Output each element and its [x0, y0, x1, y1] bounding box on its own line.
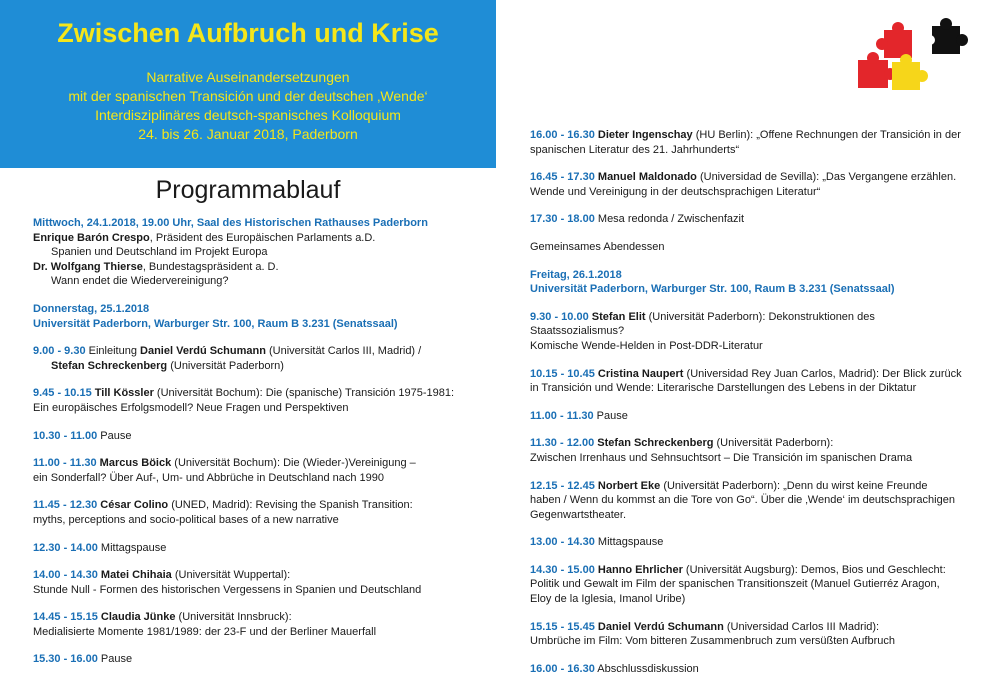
entry-text: Mesa redonda / Zwischenfazit — [594, 213, 745, 226]
entry-text: (Universität Paderborn): Dekonstruktionen des Staatssozialismus? — [530, 310, 875, 338]
speaker-name: Manuel Maldonado — [594, 171, 697, 184]
day-thursday — [33, 302, 483, 331]
speaker-name: Cristina Naupert — [594, 367, 684, 380]
speaker-name: Till Kössler — [91, 387, 154, 400]
black-puzzle-piece — [925, 18, 968, 54]
entry-text: (Universität Carlos III, Madrid) / — [265, 345, 422, 358]
day-heading: Freitag, 26.1.2018 — [530, 268, 622, 281]
yellow-puzzle-piece — [892, 54, 928, 90]
program-entry — [530, 240, 970, 255]
entry-text: Mittagspause — [97, 541, 167, 554]
entry-time: 15.15 - 15.45 — [530, 620, 595, 633]
entry-time: 12.30 - 14.00 — [33, 541, 98, 554]
talk-topic: Wann endet die Wiedervereinigung? — [51, 275, 229, 288]
speaker-line — [33, 231, 483, 246]
program-entry — [530, 128, 970, 157]
entry-text: Wende und Vereinigung in der deutschsprachigen Literatur“ — [530, 185, 821, 198]
entry-text: Komische Wende-Helden in Post-DDR-Literatur — [530, 339, 763, 352]
entry-time: 16.45 - 17.30 — [530, 171, 595, 184]
entry-text: Pause — [97, 429, 132, 442]
entry-time: 9.30 - 10.00 — [530, 310, 589, 323]
entry-text: (Universität Paderborn): — [713, 437, 834, 450]
entry-text: Umbrüche im Film: Vom bitteren Zusammenbruch zum versüßten Aufbruch — [530, 635, 895, 648]
entry-time: 9.45 - 10.15 — [33, 387, 92, 400]
entry-text: haben / Wenn du kommst an die Tore von Go“. Über die ‚Wende‘ im deutschsprachigen — [530, 494, 955, 507]
speaker-name: Daniel Verdú Schumann — [594, 620, 724, 633]
event-subtitle — [0, 68, 496, 144]
program-entry — [33, 456, 483, 485]
program-entry — [33, 652, 483, 667]
program-entry — [530, 620, 970, 649]
entry-text: (Universität Bochum): Die (spanische) Transición 1975-1981: — [153, 387, 455, 400]
program-entry — [33, 541, 483, 556]
entry-text: (Universität Augsburg): Demos, Bios und Geschlecht: — [682, 563, 946, 576]
event-title: Zwischen Aufbruch und Krise — [57, 18, 439, 48]
program-entry — [530, 170, 970, 199]
program-entry — [530, 563, 970, 607]
program-entry — [33, 610, 483, 639]
entry-time: 11.30 - 12.00 — [530, 437, 595, 450]
entry-text: spanischen Literatur des 21. Jahrhunderts“ — [530, 143, 740, 156]
entry-time: 13.00 - 14.30 — [530, 536, 595, 549]
program-left-column — [33, 216, 483, 680]
day-heading: Mittwoch, 24.1.2018, 19.00 Uhr, Saal des Historischen Rathauses Paderborn — [33, 217, 428, 229]
talk-topic: Spanien und Deutschland im Projekt Europa — [51, 246, 268, 259]
entry-time: 14.45 - 15.15 — [33, 611, 98, 624]
program-entry — [530, 212, 970, 227]
entry-time: 12.15 - 12.45 — [530, 479, 595, 492]
entry-text: (Universität Innsbruck): — [175, 611, 292, 624]
subtitle-line: Interdisziplinäres deutsch-spanisches Kolloquium — [95, 107, 401, 123]
entry-text: Gemeinsames Abendessen — [530, 240, 665, 253]
speaker-name: Dieter Ingenschay — [594, 129, 693, 141]
entry-text: Abschlussdiskussion — [594, 662, 699, 675]
speaker-name: César Colino — [97, 499, 169, 512]
day-wednesday — [33, 216, 483, 289]
entry-time: 10.30 - 11.00 — [33, 429, 98, 442]
program-entry — [530, 535, 970, 550]
entry-text: (Universität Wuppertal): — [171, 569, 291, 582]
program-entry — [530, 310, 970, 354]
entry-text: ein Sonderfall? Über Auf-, Um- und Abbrüche in Deutschland nach 1990 — [33, 471, 384, 484]
day-friday — [530, 268, 970, 297]
speaker-name: Stefan Elit — [588, 310, 646, 323]
entry-text: (Universidad Rey Juan Carlos, Madrid): Der Blick zurück — [683, 367, 962, 380]
program-entry — [33, 386, 483, 415]
entry-time: 16.00 - 16.30 — [530, 662, 595, 675]
entry-text: (Universidad Carlos III Madrid): — [723, 620, 880, 633]
red-puzzle-piece-2 — [876, 22, 912, 58]
entry-text: (Universität Paderborn) — [167, 359, 284, 372]
entry-text: Mittagspause — [594, 536, 664, 549]
entry-text: Pause — [97, 653, 133, 666]
entry-text: (UNED, Madrid): Revising the Spanish Transition: — [168, 499, 413, 512]
entry-text: (Universidad de Sevilla): „Das Vergangene erzählen. — [696, 171, 957, 184]
speaker-name: Enrique Barón Crespo — [33, 231, 150, 244]
entry-text: Stunde Null - Formen des historischen Vergessens in Spanien und Deutschland — [33, 583, 422, 596]
entry-time: 11.00 - 11.30 — [530, 409, 594, 422]
subtitle-line: mit der spanischen Transición und der deutschen ‚Wende‘ — [68, 88, 428, 104]
venue-heading: Universität Paderborn, Warburger Str. 100, Raum B 3.231 (Senatssaal) — [530, 283, 895, 296]
program-entry — [33, 498, 483, 527]
entry-time: 14.30 - 15.00 — [530, 563, 595, 576]
entry-text: Politik und Gewalt im Film der spanischen Transitionszeit (Manuel Gutierréz Aragon, — [530, 578, 940, 591]
program-title: Programmablauf — [155, 176, 341, 204]
puzzle-pieces-icon — [848, 18, 974, 98]
entry-text: (HU Berlin): „Offene Rechnungen der Transición in der — [692, 129, 961, 141]
entry-text: in Transición und Wende: Literarische Darstellungen des Lebens in der Diktatur — [530, 382, 917, 395]
program-entry — [33, 568, 483, 597]
speaker-name: Norbert Eke — [594, 479, 661, 492]
speaker-name: Marcus Böick — [96, 457, 172, 470]
entry-text: (Universität Paderborn): „Denn du wirst keine Freunde — [660, 479, 928, 492]
entry-text: Zwischen Irrenhaus und Sehnsuchtsort – Die Transición im spanischen Drama — [530, 451, 913, 464]
entry-time: 16.00 - 16.30 — [530, 129, 595, 141]
entry-text: myths, perceptions and socio-political bases of a new narrative — [33, 513, 339, 526]
entry-text: Medialisierte Momente 1981/1989: der 23-F und der Berliner Mauerfall — [33, 625, 377, 638]
speaker-line — [33, 260, 483, 275]
program-entry — [33, 344, 483, 373]
entry-text: Ein europäisches Erfolgsmodell? Neue Fragen und Perspektiven — [33, 401, 349, 414]
entry-text: (Universität Bochum): Die (Wieder-)Vereinigung – — [171, 457, 416, 470]
entry-text: Einleitung — [85, 345, 141, 358]
header-banner — [0, 0, 496, 168]
entry-time: 11.45 - 12.30 — [33, 499, 98, 512]
speaker-role: , Bundestagspräsident a. D. — [142, 260, 279, 273]
entry-time: 9.00 - 9.30 — [33, 345, 86, 358]
program-entry — [530, 409, 970, 424]
speaker-role: , Präsident des Europäischen Parlaments a.D. — [149, 231, 376, 244]
speaker-name: Daniel Verdú Schumann — [140, 345, 266, 358]
entry-time: 11.00 - 11.30 — [33, 457, 97, 470]
program-entry — [530, 479, 970, 523]
speaker-name: Claudia Jünke — [97, 611, 176, 624]
program-entry — [530, 436, 970, 465]
day-heading: Donnerstag, 25.1.2018 — [33, 302, 150, 315]
entry-time: 10.15 - 10.45 — [530, 367, 595, 380]
entry-time: 17.30 - 18.00 — [530, 213, 595, 226]
venue-heading: Universität Paderborn, Warburger Str. 100, Raum B 3.231 (Senatssaal) — [33, 317, 398, 330]
subtitle-line: Narrative Auseinandersetzungen — [146, 69, 350, 85]
entry-time: 14.00 - 14.30 — [33, 569, 98, 582]
speaker-name: Matei Chihaia — [97, 569, 172, 582]
program-right-column — [530, 128, 970, 689]
speaker-name: Hanno Ehrlicher — [594, 563, 683, 576]
program-entry — [33, 429, 483, 444]
entry-time: 15.30 - 16.00 — [33, 653, 98, 666]
speaker-name: Dr. Wolfgang Thierse — [33, 260, 143, 273]
speaker-name: Stefan Schreckenberg — [594, 437, 714, 450]
entry-text: Gegenwartstheater. — [530, 508, 627, 521]
entry-text: Pause — [593, 409, 628, 422]
program-entry — [530, 367, 970, 396]
speaker-name: Stefan Schreckenberg — [51, 359, 168, 372]
entry-text: Eloy de la Iglesia, Imanol Uribe) — [530, 593, 686, 606]
subtitle-line: 24. bis 26. Januar 2018, Paderborn — [138, 126, 358, 142]
program-entry — [530, 662, 970, 677]
